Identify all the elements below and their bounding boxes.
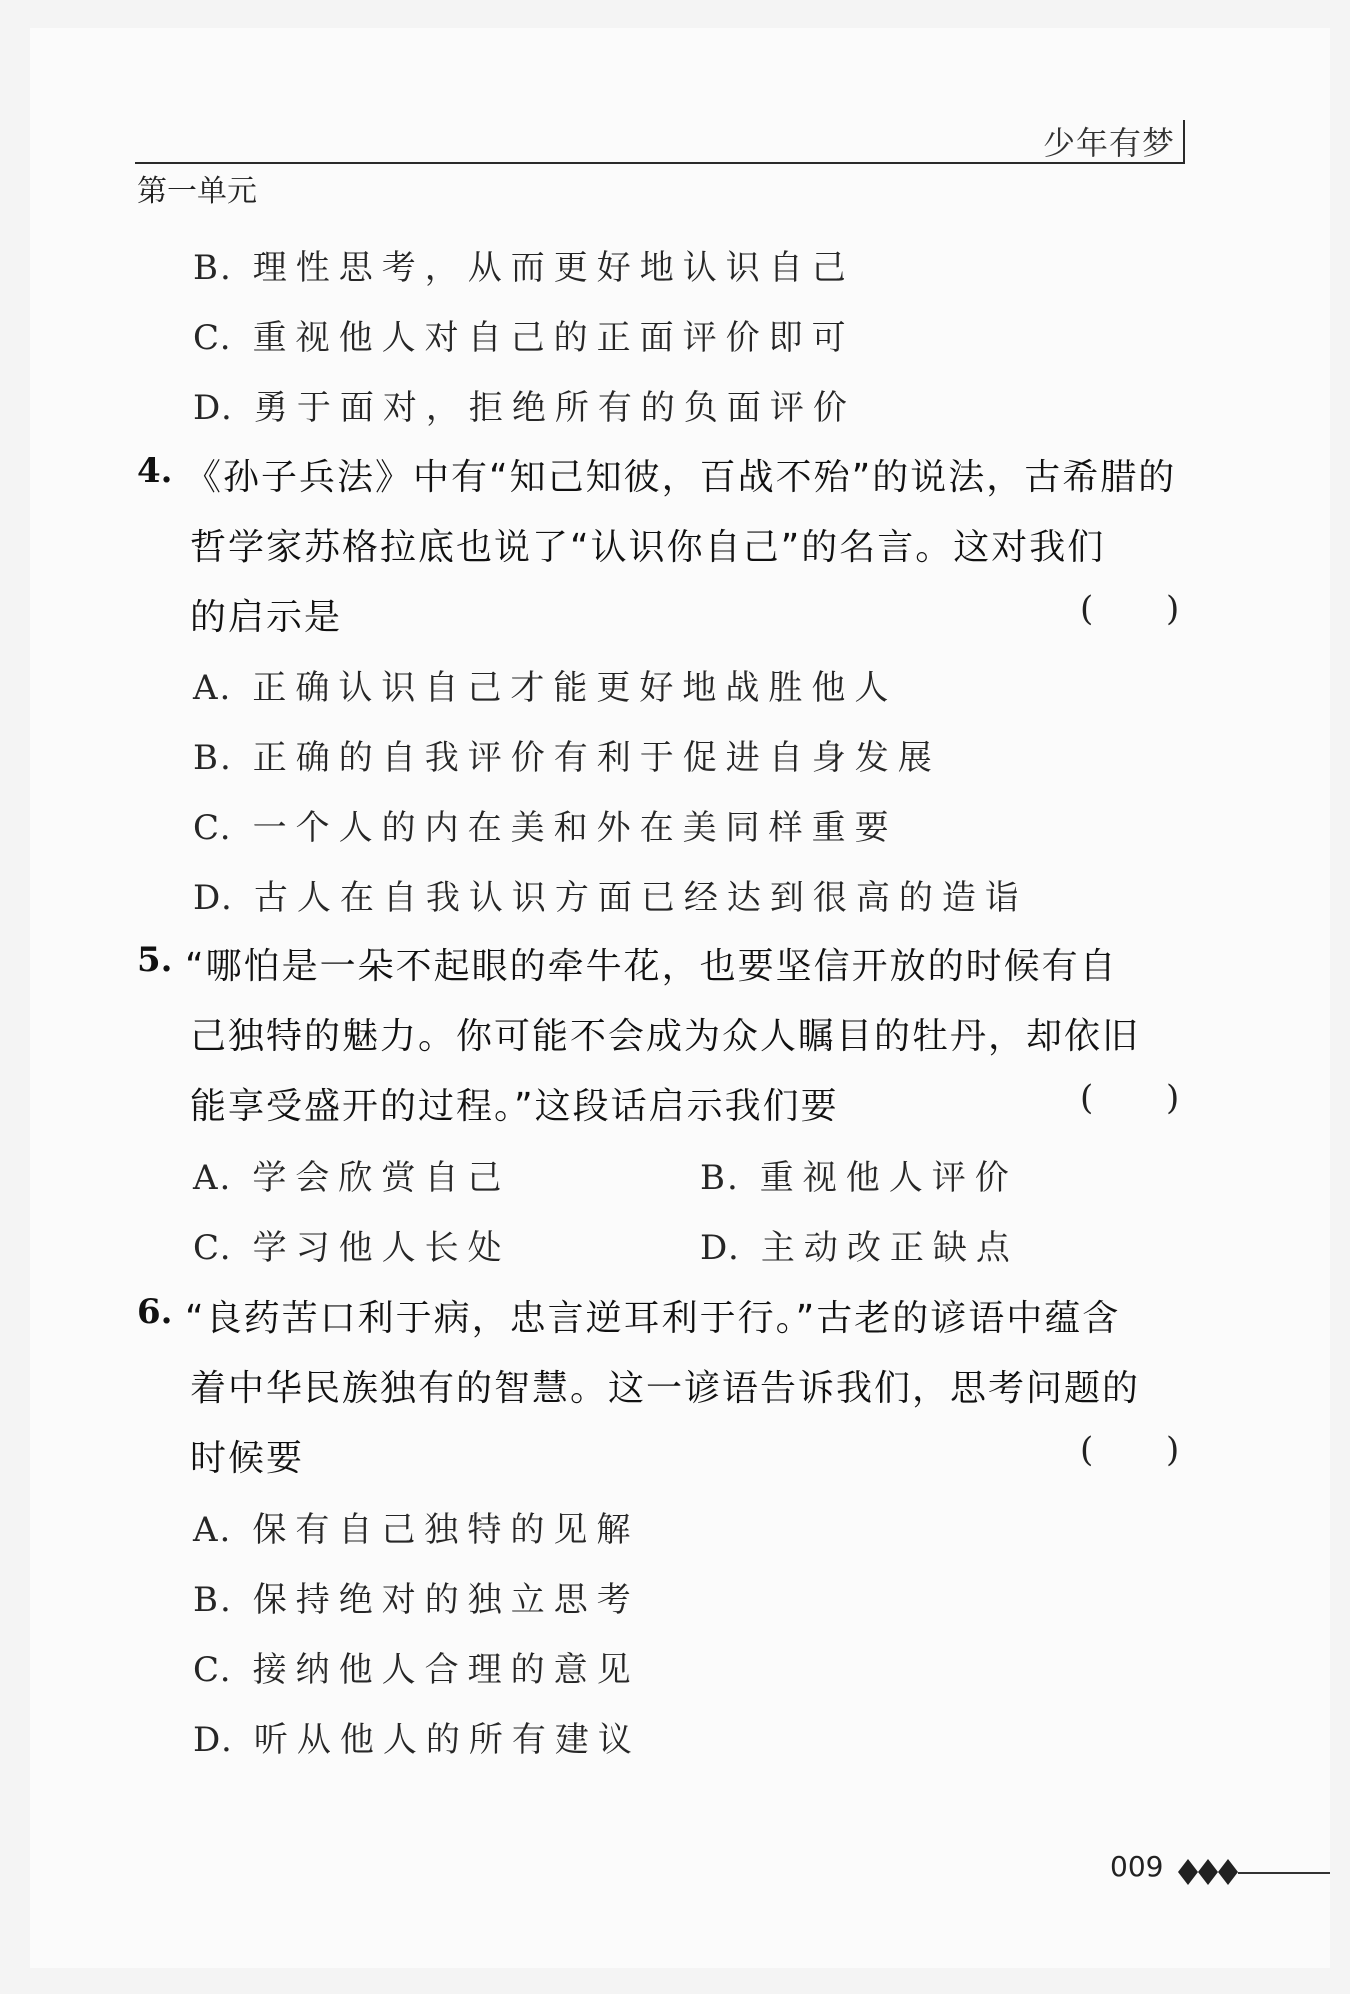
option-text: 一个人的内在美和外在美同样重要 [252, 808, 898, 848]
option-letter: D. [193, 878, 234, 918]
option-text: 古人在自我认识方面已经达到很高的造诣 [253, 878, 1028, 918]
question-stem-line: 着中华民族独有的智慧。这一谚语告诉我们，思考问题的 [190, 1368, 1141, 1409]
option-letter: B. [193, 1580, 233, 1620]
option-text: 保有自己独特的见解 [252, 1510, 640, 1550]
option-letter: B. [193, 248, 233, 288]
option-letter: C. [193, 808, 233, 848]
q5-option-b [700, 1150, 1018, 1199]
option-text: 保持绝对的独立思考 [252, 1580, 640, 1620]
question-stem-line: 时候要 [190, 1438, 305, 1479]
question-stem-line: “良药苦口利于病，忠言逆耳利于行。”古老的谚语中蕴含 [185, 1298, 1121, 1339]
q5-option-c [193, 1220, 511, 1269]
option-text: 主动改正缺点 [760, 1228, 1019, 1268]
answer-parentheses: ( ) [1080, 589, 1180, 629]
diamond-ornament-icon [1178, 1855, 1238, 1889]
option-letter: B. [193, 738, 233, 778]
footer-rule [1238, 1872, 1330, 1874]
option-text: 理性思考，从而更好地认识自己 [252, 248, 855, 288]
option-text: 学习他人长处 [252, 1228, 511, 1268]
option-text: 重视他人对自己的正面评价即可 [252, 318, 855, 358]
option-letter: D. [193, 1720, 234, 1760]
q4-option-d [193, 870, 1028, 919]
q5-option-a [193, 1150, 510, 1199]
option-letter: A. [193, 1510, 233, 1550]
q5-option-d [700, 1220, 1019, 1269]
q4-option-a [193, 660, 897, 709]
question-stem-line: 《孙子兵法》中有“知己知彼，百战不殆”的说法，古希腊的 [185, 457, 1177, 498]
q4-option-c [193, 800, 898, 849]
option-text: 勇于面对，拒绝所有的负面评价 [253, 388, 856, 428]
option-letter: C. [193, 1650, 233, 1690]
option-letter: D. [700, 1228, 741, 1268]
q6-option-b [193, 1572, 640, 1621]
question-stem-line: 哲学家苏格拉底也说了“认识你自己”的名言。这对我们 [190, 527, 1106, 568]
q3-option-c [193, 310, 855, 359]
option-letter: A. [193, 1158, 233, 1198]
option-text: 接纳他人合理的意见 [252, 1650, 640, 1690]
option-text: 学会欣赏自己 [252, 1158, 511, 1198]
question-stem-line: 己独特的魅力。你可能不会成为众人瞩目的牡丹，却依旧 [190, 1016, 1141, 1057]
option-letter: C. [193, 318, 233, 358]
option-letter: D. [193, 388, 234, 428]
q3-option-b [193, 240, 855, 289]
option-letter: B. [700, 1158, 740, 1198]
option-text: 正确的自我评价有利于促进自身发展 [252, 738, 941, 778]
question-number: 4. [137, 451, 173, 491]
page-number: 009 [1110, 1850, 1164, 1883]
q4-option-b [193, 730, 941, 779]
header-divider [1183, 120, 1185, 164]
option-letter: A. [193, 668, 233, 708]
answer-parentheses: ( ) [1080, 1430, 1180, 1470]
question-stem-line: 的启示是 [190, 597, 343, 638]
question-stem-line: 能享受盛开的过程。”这段话启示我们要 [190, 1086, 839, 1127]
q6-option-c [193, 1642, 640, 1691]
question-number: 5. [137, 940, 173, 980]
book-title: 少年有梦 [1042, 124, 1175, 162]
q6-option-d [193, 1712, 641, 1761]
question-stem-line: “哪怕是一朵不起眼的牵牛花，也要坚信开放的时候有自 [185, 946, 1118, 987]
q6-option-a [193, 1502, 639, 1551]
option-text: 听从他人的所有建议 [253, 1720, 641, 1760]
question-number: 6. [137, 1292, 173, 1332]
option-text: 正确认识自己才能更好地战胜他人 [252, 668, 898, 708]
header-rule [135, 162, 1185, 164]
unit-label: 第一单元 [137, 174, 257, 209]
option-text: 重视他人评价 [759, 1158, 1018, 1198]
answer-parentheses: ( ) [1080, 1078, 1180, 1118]
q3-option-d [193, 380, 856, 429]
option-letter: C. [193, 1228, 233, 1268]
